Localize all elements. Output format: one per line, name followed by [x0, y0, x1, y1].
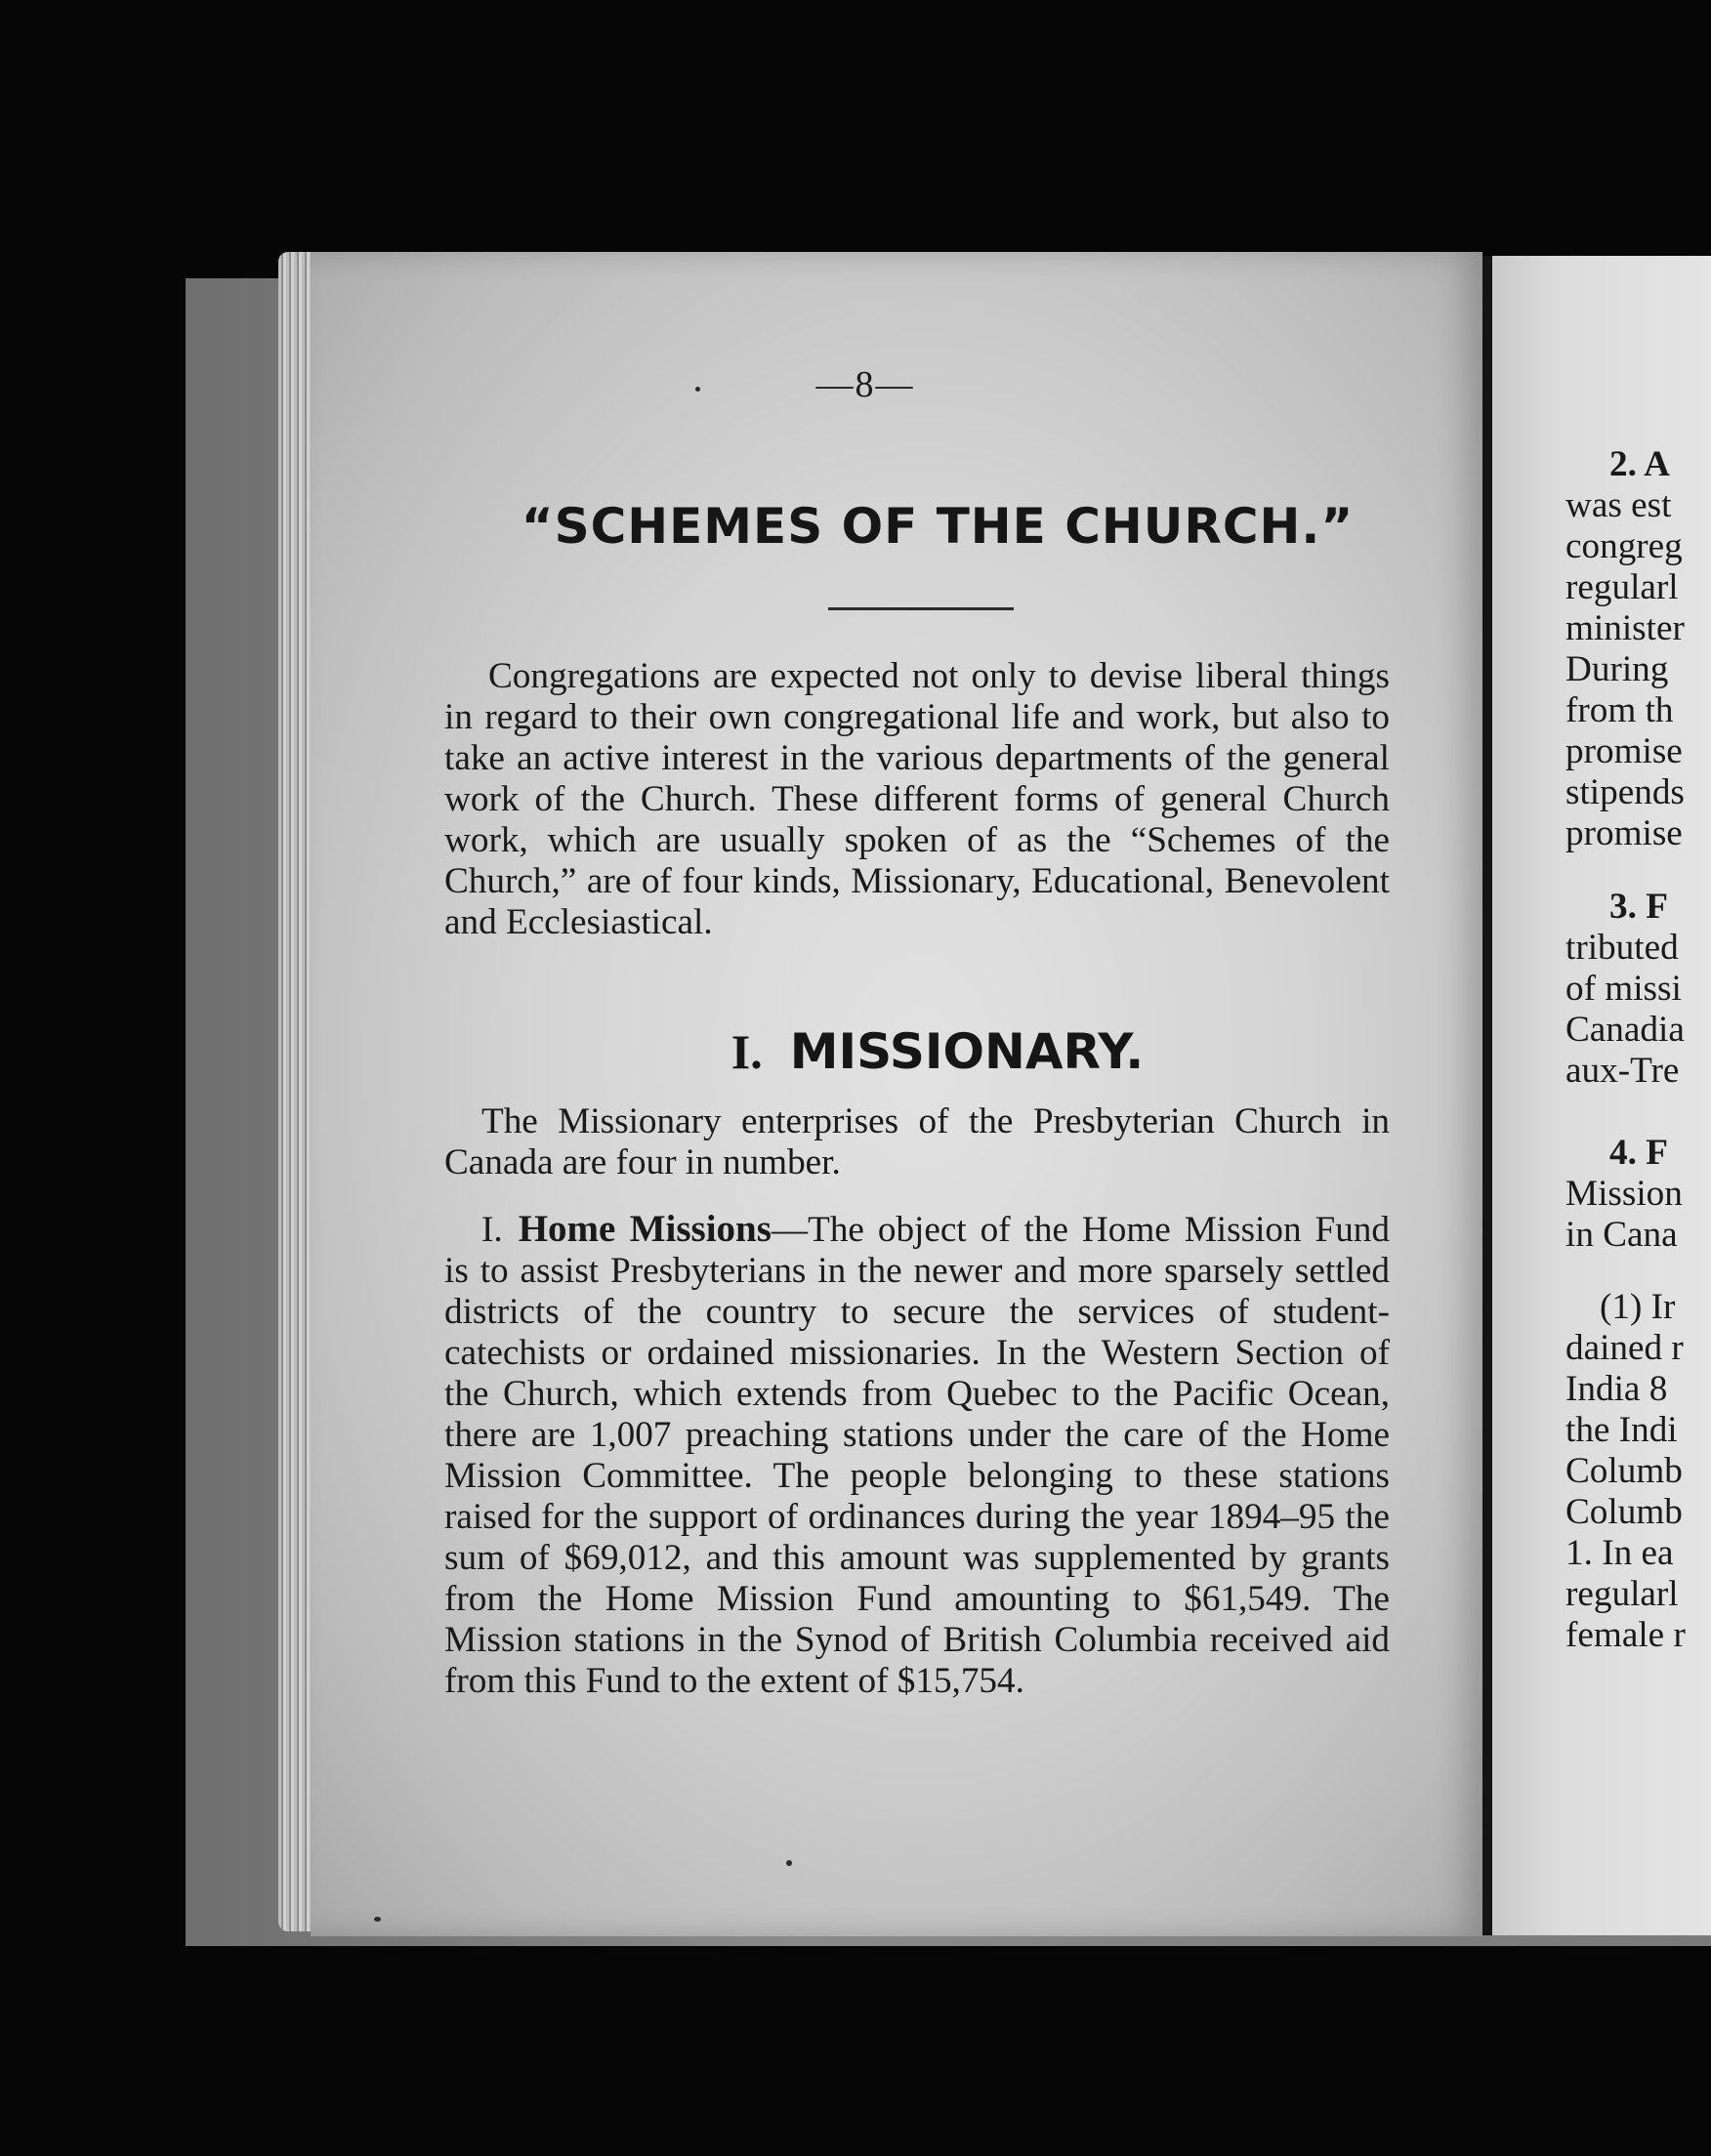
right-page-line: India 8 [1565, 1369, 1668, 1409]
right-page-line: regularl [1565, 1574, 1679, 1614]
right-page-line: (1) Ir [1600, 1287, 1676, 1327]
title-rule [828, 607, 1014, 610]
right-page-line: regularl [1565, 567, 1679, 607]
right-page-line: stipends [1565, 772, 1685, 812]
right-page-line: tributed [1565, 928, 1679, 968]
right-page-line: aux-Tre [1565, 1051, 1680, 1091]
right-page-line: promise [1565, 731, 1683, 771]
right-page-line: 1. In ea [1565, 1533, 1674, 1573]
page-number: —8— [815, 364, 915, 405]
right-page-line: of missi [1565, 969, 1682, 1009]
page-title: “SCHEMES OF THE CHURCH.” [521, 498, 1355, 555]
right-page-line: During [1565, 649, 1669, 689]
home-missions-text: —The object of the Home Mission Fund is to assist Presbyterians in the newer and more sparsely settled districts of the country to secure the services of student-catechists or ordained missionaries. In the Western Section of the Church, which extends from Quebec to the Pacific Ocean, there are 1,007 preaching stations under the care of the Home Mission Committee. The people belonging to these stations raised for the support of ordinances during the year 1894–95 the sum of $69,012, and this amount was supplemented by grants from the Home Mission Fund amounting to $61,549. The Mission stations in the Synod of British Columbia received aid from this Fund to the extent of $15,754. [444, 1210, 1390, 1701]
right-page-line: dained r [1565, 1328, 1684, 1368]
right-page-line: Columb [1565, 1451, 1683, 1491]
right-page-line: 4. F [1609, 1133, 1668, 1173]
right-page-line: Canadia [1565, 1010, 1685, 1050]
ink-speck [786, 1860, 792, 1866]
right-page-line: 2. A [1609, 444, 1670, 484]
right-page-line: congreg [1565, 526, 1683, 566]
right-page-line: in Cana [1565, 1215, 1678, 1255]
home-missions-title: Home Missions [518, 1208, 772, 1250]
ink-speck [374, 1917, 381, 1922]
ink-speck [695, 387, 700, 392]
right-page-line: promise [1565, 813, 1683, 853]
intro-paragraph: Congregations are expected not only to devise liberal things in regard to their own congregational life and work, but also to take an active interest in the various departments of the general work of the Church. These different forms of general Church work, which are usually spoken of as the “Schemes of the Church,” are of four kinds, Missionary, Educational, Benevolent and Ecclesiastical. [444, 656, 1390, 942]
right-page-line: was est [1565, 485, 1672, 525]
book-gutter [1482, 256, 1492, 1935]
right-page-line: Columb [1565, 1492, 1683, 1532]
right-page-line: Mission [1565, 1174, 1683, 1214]
right-page-line: minister [1565, 608, 1685, 648]
home-missions-paragraph [444, 1209, 1390, 1702]
home-missions-number: I. [481, 1210, 503, 1250]
right-page-line: from th [1565, 690, 1674, 730]
section-number: I. [730, 1024, 763, 1079]
section-heading [444, 1023, 1431, 1080]
section-title: MISSIONARY. [789, 1023, 1145, 1080]
right-page-line: 3. F [1609, 887, 1668, 927]
right-page-line: female r [1565, 1615, 1686, 1655]
section-intro-paragraph: The Missionary enterprises of the Presbyterian Church in Canada are four in number. [444, 1101, 1390, 1182]
right-page-line: the Indi [1565, 1410, 1678, 1450]
